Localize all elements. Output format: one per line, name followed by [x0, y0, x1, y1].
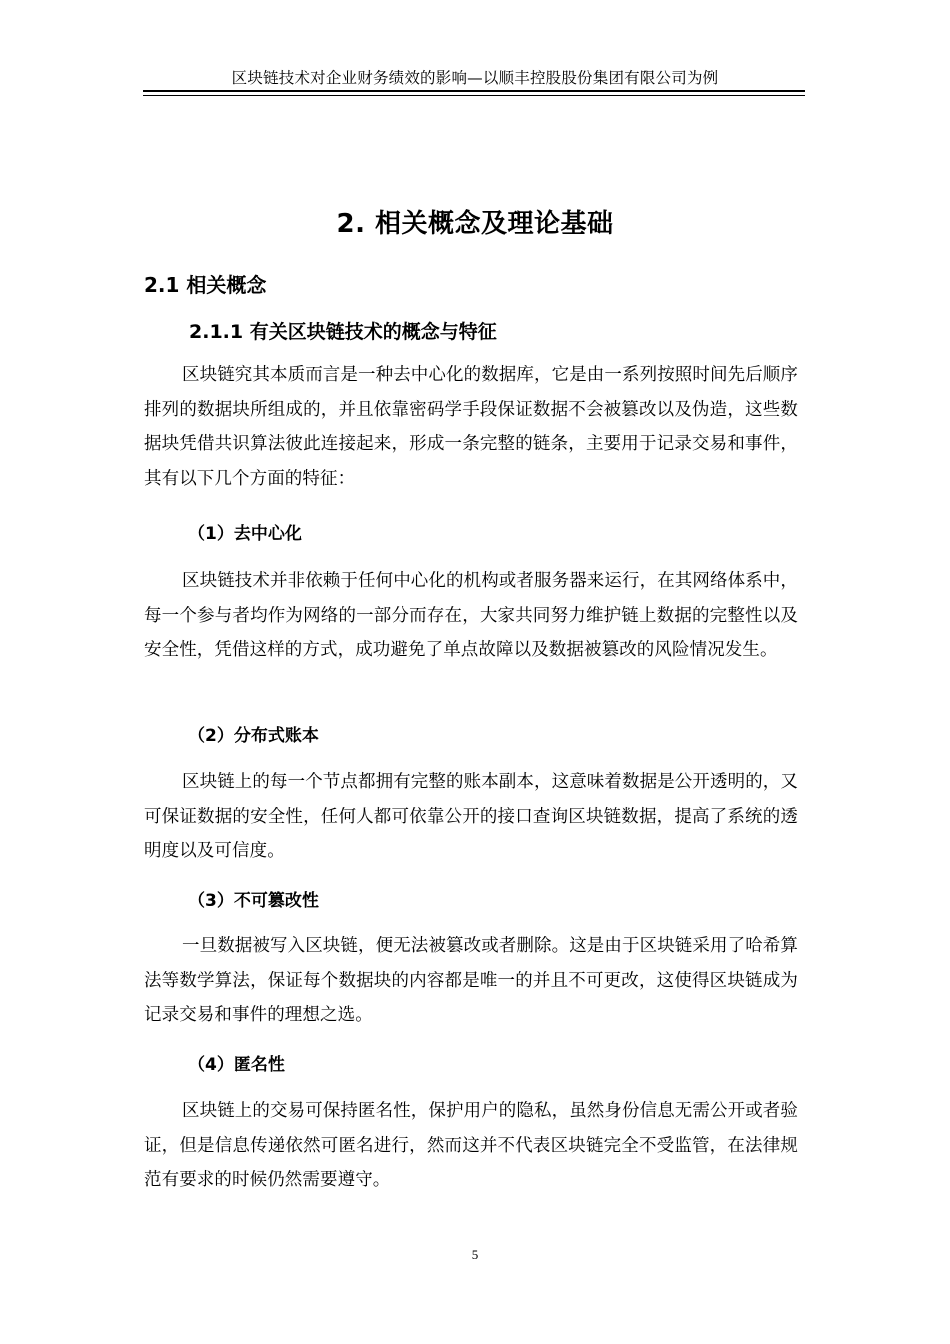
- feature-heading-immutability: （3）不可篡改性: [188, 891, 319, 911]
- feature-paragraph-anonymity: 区块链上的交易可保持匿名性，保护用户的隐私，虽然身份信息无需公开或者验证，但是信息传递依然可匿名进行，然而这并不代表区块链完全不受监管，在法律规范有要求的时候仍然需要遵守。: [144, 1101, 798, 1191]
- feature-heading-distributed-ledger: （2）分布式账本: [188, 726, 319, 746]
- header-rule-thick: [143, 90, 805, 92]
- feature-paragraph-immutability: 一旦数据被写入区块链，便无法被篡改或者删除。这是由于区块链采用了哈希算法等数学算法，保证每个数据块的内容都是唯一的并且不可更改，这使得区块链成为记录交易和事件的理想之选。: [144, 936, 798, 1026]
- intro-paragraph: 区块链究其本质而言是一种去中心化的数据库，它是由一系列按照时间先后顺序排列的数据块所组成的，并且依靠密码学手段保证数据不会被篡改以及伪造，这些数据块凭借共识算法彼此连接起来，形成一条完整的链条，主要用于记录交易和事件，其有以下几个方面的特征：: [144, 365, 798, 489]
- feature-paragraph-distributed-ledger: 区块链上的每一个节点都拥有完整的账本副本，这意味着数据是公开透明的，又可保证数据的安全性，任何人都可依靠公开的接口查询区块链数据，提高了系统的透明度以及可信度。: [144, 772, 798, 862]
- feature-heading-anonymity: （4）匿名性: [188, 1055, 285, 1075]
- feature-paragraph-decentralization: 区块链技术并非依赖于任何中心化的机构或者服务器来运行，在其网络体系中，每一个参与者均作为网络的一部分而存在，大家共同努力维护链上数据的完整性以及安全性，凭借这样的方式，成功避免了单点故障以及数据被篡改的风险情况发生。: [144, 571, 798, 661]
- chapter-title: 2. 相关概念及理论基础: [336, 209, 614, 239]
- section-title: 2.1 相关概念: [144, 273, 267, 297]
- subsection-title: 2.1.1 有关区块链技术的概念与特征: [189, 321, 497, 343]
- header-rule-thin: [143, 95, 805, 96]
- page-header: 区块链技术对企业财务绩效的影响—以顺丰控股股份集团有限公司为例: [231, 69, 719, 87]
- feature-heading-decentralization: （1）去中心化: [188, 524, 302, 544]
- page-number: 5: [471, 1247, 479, 1262]
